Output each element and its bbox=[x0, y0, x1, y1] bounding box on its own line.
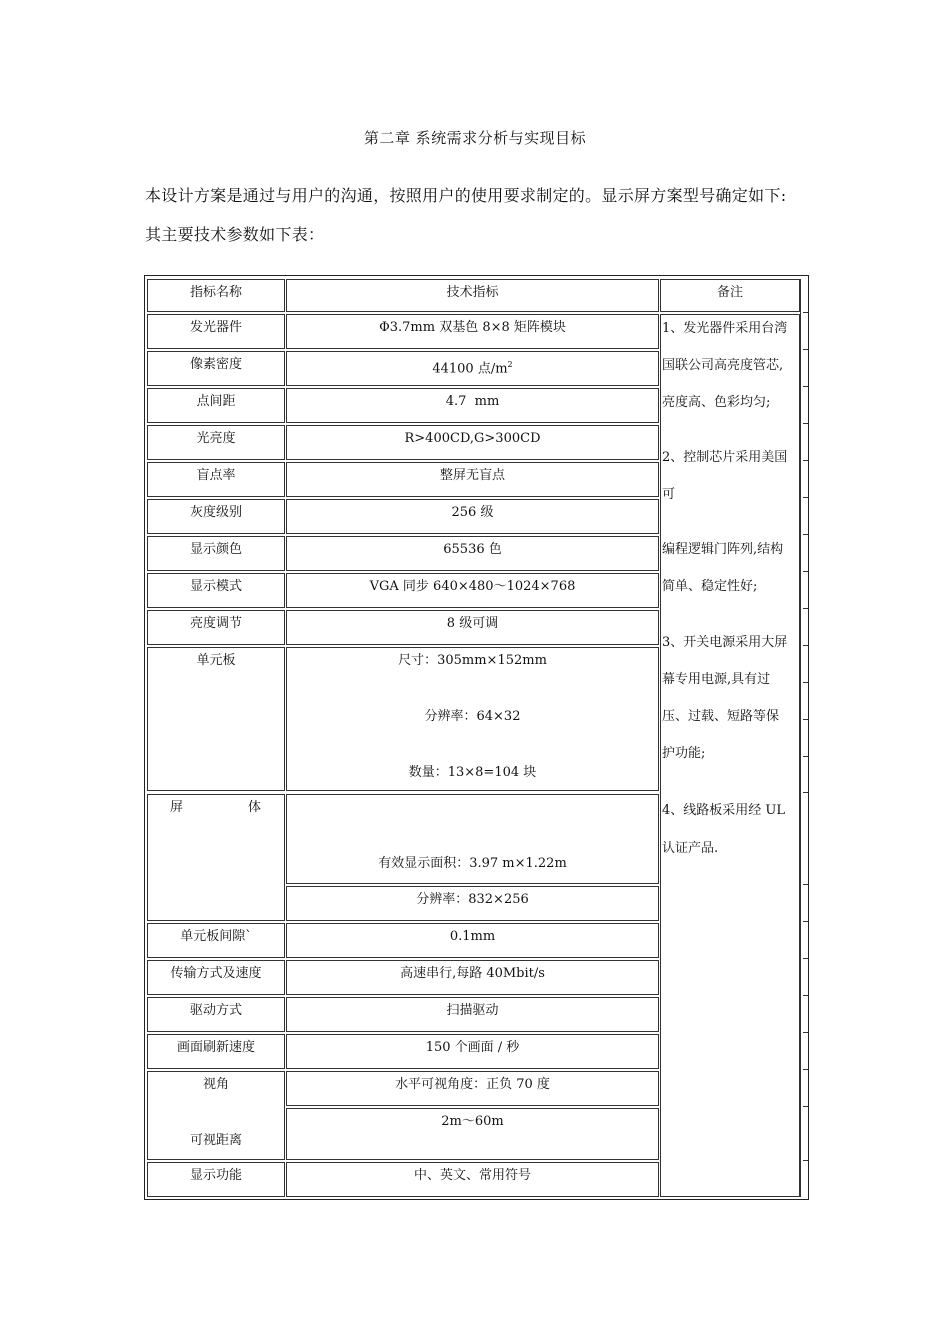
remark-line: 3、开关电源采用大屏 bbox=[662, 635, 788, 650]
spec-name-cell: 显示模式 bbox=[147, 573, 285, 608]
remark-line: 4、线路板采用经 UL bbox=[662, 803, 785, 818]
spec-value-cell: 水平可视角度：正负 70 度 bbox=[286, 1071, 659, 1106]
remark-line: 可 bbox=[662, 487, 676, 502]
spec-name-cell: 驱动方式 bbox=[147, 997, 285, 1032]
spec-value-cell: 整屏无盲点 bbox=[286, 462, 659, 497]
spec-name-cell: 发光器件 bbox=[147, 314, 285, 349]
spec-name-cell: 灰度级别 bbox=[147, 499, 285, 534]
spec-name-cell: 显示功能 bbox=[147, 1162, 285, 1197]
spec-value-cell: 尺寸：305mm×152mm 分辨率：64×32 数量：13×8=104 块 bbox=[286, 647, 659, 791]
chapter-title: 第二章 系统需求分析与实现目标 bbox=[363, 129, 587, 147]
remark-line: 编程逻辑门阵列,结构 bbox=[662, 542, 784, 557]
spec-value-cell: 44100 点$/m^2$ bbox=[286, 351, 659, 386]
intro-paragraph: 其主要技术参数如下表： bbox=[145, 225, 325, 244]
remark-line: 护功能; bbox=[662, 746, 706, 761]
table-tick bbox=[803, 1160, 808, 1161]
intro-paragraph: 本设计方案是通过与用户的沟通，按照用户的使用要求制定的。显示屏方案型号确定如下: bbox=[145, 186, 787, 205]
spec-name-cell: 点间距 bbox=[147, 388, 285, 423]
table-tick bbox=[803, 682, 808, 683]
table-tick bbox=[803, 534, 808, 535]
spec-value-cell: 256 级 bbox=[286, 499, 659, 534]
spec-name-cell: 画面刷新速度 bbox=[147, 1034, 285, 1069]
spec-value-cell: 0.1mm bbox=[286, 923, 659, 958]
spec-value-cell: 分辨率：832×256 bbox=[286, 886, 659, 921]
table-tick bbox=[803, 645, 808, 646]
spec-name-cell: 单元板间隙` bbox=[147, 923, 285, 958]
remark-line: 压、过载、短路等保 bbox=[662, 709, 780, 724]
header-cell: 技术指标 bbox=[286, 279, 659, 312]
table-tick bbox=[803, 312, 808, 313]
spec-value-cell: 65536 色 bbox=[286, 536, 659, 571]
table-tick bbox=[803, 386, 808, 387]
table-tick bbox=[803, 719, 808, 720]
table-tick bbox=[803, 460, 808, 461]
spec-value-cell: 8 级可调 bbox=[286, 610, 659, 645]
table-tick bbox=[803, 958, 808, 959]
header-cell: 备注 bbox=[660, 279, 800, 312]
table-tick bbox=[803, 995, 808, 996]
table-tick bbox=[803, 608, 808, 609]
remark-line: 幕专用电源,具有过 bbox=[662, 672, 771, 687]
remark-line: 1、发光器件采用台湾 bbox=[662, 321, 788, 336]
remark-line: 亮度高、色彩均匀; bbox=[662, 395, 771, 410]
spec-name-cell: 显示颜色 bbox=[147, 536, 285, 571]
table-tick bbox=[803, 884, 808, 885]
table-tick bbox=[803, 349, 808, 350]
remark-line: 2、控制芯片采用美国 bbox=[662, 450, 788, 465]
table-tick bbox=[803, 756, 808, 757]
spec-value-cell: 中、英文、常用符号 bbox=[286, 1162, 659, 1197]
table-tick bbox=[803, 921, 808, 922]
spec-value-cell: R>400CD,G>300CD bbox=[286, 425, 659, 460]
spec-value-cell: 4.7 mm bbox=[286, 388, 659, 423]
table-tick bbox=[803, 571, 808, 572]
spec-name-cell: 亮度调节 bbox=[147, 610, 285, 645]
table-border bbox=[800, 279, 801, 1197]
spec-value-cell: 150 个画面 / 秒 bbox=[286, 1034, 659, 1069]
spec-name-cell: 盲点率 bbox=[147, 462, 285, 497]
remark-line: 国联公司高亮度管芯, bbox=[662, 358, 784, 373]
spec-name-cell: 传输方式及速度 bbox=[147, 960, 285, 995]
spec-name-cell: 光亮度 bbox=[147, 425, 285, 460]
spec-value-cell: 有效显示面积：3.97 m×1.22m bbox=[286, 794, 659, 884]
spec-name-cell: 屏 体 bbox=[147, 794, 285, 921]
header-cell: 指标名称 bbox=[147, 279, 285, 312]
table-tick bbox=[803, 497, 808, 498]
table-tick bbox=[803, 1106, 808, 1107]
spec-value-cell: 2m～60m bbox=[286, 1108, 659, 1160]
table-tick bbox=[803, 1069, 808, 1070]
spec-value-cell: Φ3.7mm 双基色 8×8 矩阵模块 bbox=[286, 314, 659, 349]
spec-name-cell: 视角 可视距离 bbox=[147, 1071, 285, 1160]
remark-line: 认证产品. bbox=[662, 841, 719, 856]
spec-name-cell: 单元板 bbox=[147, 647, 285, 791]
spec-name-cell: 像素密度 bbox=[147, 351, 285, 386]
spec-value-cell: 高速串行,每路 40Mbit/s bbox=[286, 960, 659, 995]
table-tick bbox=[803, 1032, 808, 1033]
spec-value-cell: 扫描驱动 bbox=[286, 997, 659, 1032]
table-tick bbox=[803, 423, 808, 424]
spec-value-cell: VGA 同步 640×480～1024×768 bbox=[286, 573, 659, 608]
table-tick bbox=[803, 792, 808, 793]
remark-line: 简单、稳定性好; bbox=[662, 579, 758, 594]
